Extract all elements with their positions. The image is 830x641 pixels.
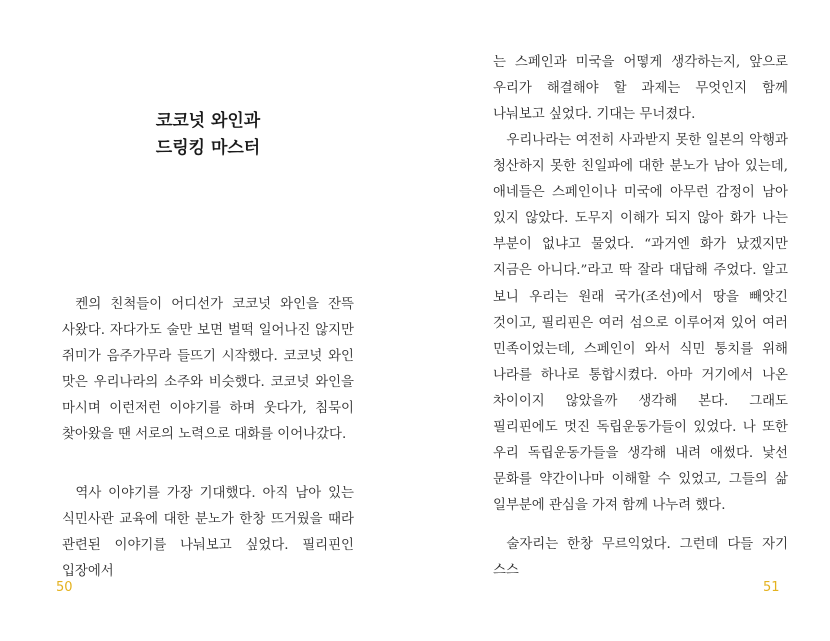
body-paragraph-4: 술자리는 한창 무르익었다. 그런데 다들 자기 스스 — [493, 537, 788, 579]
chapter-title-line-1: 코코넛 와인과 — [155, 111, 261, 131]
chapter-title — [58, 108, 358, 162]
body-paragraph-2: 역사 이야기를 가장 기대했다. 아직 남아 있는 식민사관 교육에 대한 분노가 한창 뜨거웠을 때라 관련된 이야기를 나눠보고 싶었다. 필리핀인 입장에서 — [62, 486, 354, 580]
chapter-title-line-2: 드링킹 마스터 — [155, 138, 261, 158]
body-paragraph-3: 우리나라는 여전히 사과받지 못한 일본의 악행과 청산하지 못한 친일파에 대한 분노가 남아 있는데, 애네들은 스페인이나 미국에 아무런 감정이 남아 있지 않았다. 도무지 이해가 되지 않아 화가 나는 부분이 없냐고 물었다. “과거엔 화가 났겠지만 지금은 아니다.”라고 딱 잘라 대답해 주었다. 알고 보니 우리는 원래 국가(조선)에서 땅을 빼앗긴 것이고, 필리핀은 여러 섬으로 이루어져 있어 여러 민족이었는데, 스페인이 와서 식민 통치를 위해 나라를 하나로 통합시켰다. 아마 거기에서 나온 차이이지 않았을까 생각해 본다. 그래도 필리핀에도 멋진 독립운동가들이 있었다. 나 또한 우리 독립운동가들을 생각해 내려 애썼다. 낯선 문화를 약간이나마 이해할 수 있었고, 그들의 삶 일부분에 관심을 가져 함께 나누려 했다. — [493, 133, 788, 514]
page-number-right: 51 — [763, 580, 780, 595]
body-paragraph-continued: 는 스페인과 미국을 어떻게 생각하는지, 앞으로 우리가 해결해야 할 과제는 무엇인지 함께 나눠보고 싶었다. 기대는 무너졌다. — [493, 55, 788, 123]
page-number-left: 50 — [56, 580, 73, 595]
body-paragraph-1: 켄의 친척들이 어디선가 코코넛 와인을 잔뜩 사왔다. 자다가도 술만 보면 벌떡 일어나진 않지만 쥐미가 음주가무라 들뜨기 시작했다. 코코넛 와인 맛은 우리나라의 소주와 비슷했다. 코코넛 와인을 마시며 이런저런 이야기를 하며 웃다가, 침묵이 찾아왔을 땐 서로의 노력으로 대화를 이어나갔다. — [62, 297, 354, 443]
right-page — [415, 0, 830, 641]
